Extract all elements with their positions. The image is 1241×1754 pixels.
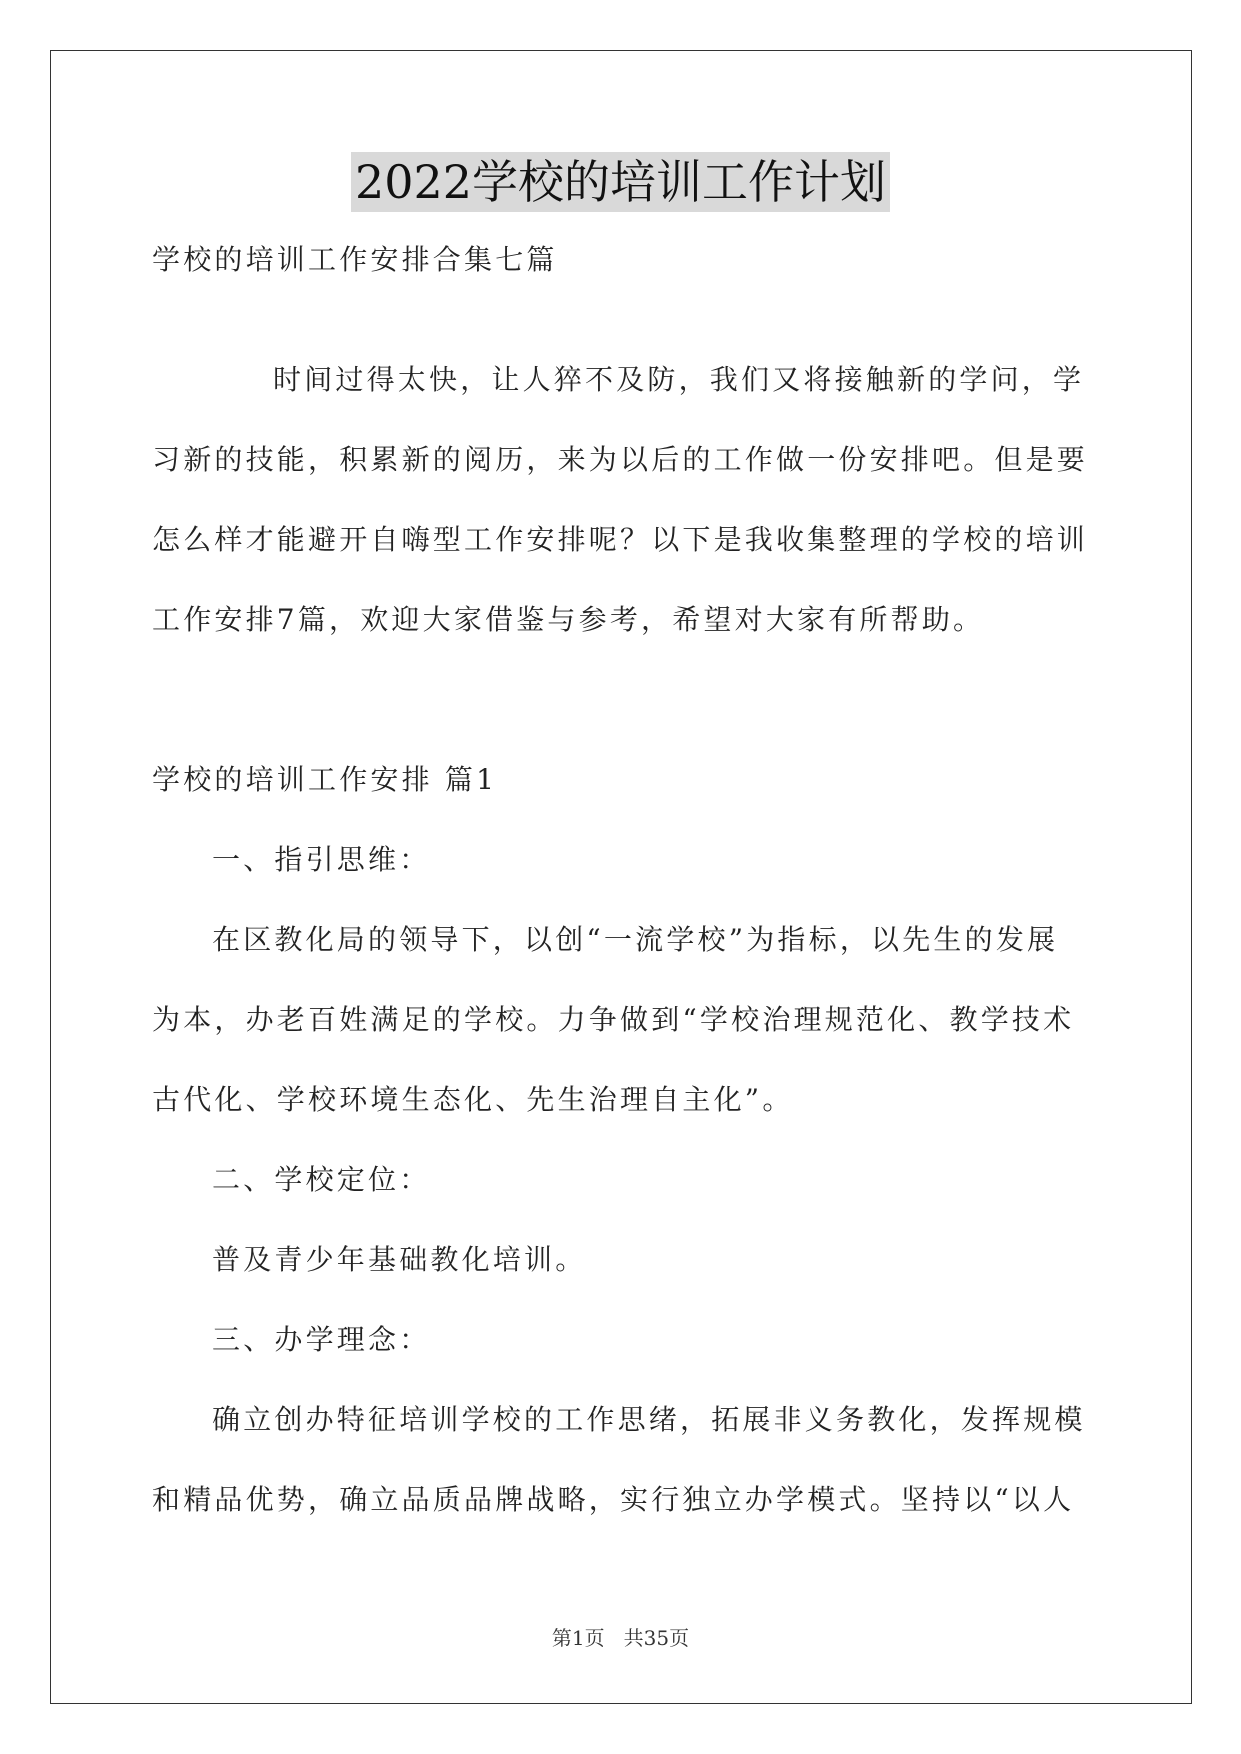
intro-line-4: 工作安排7篇，欢迎大家借鉴与参考，希望对大家有所帮助。: [152, 603, 985, 636]
paragraph-2-line-1: 普及青少年基础教化培训。: [212, 1243, 587, 1276]
item-heading-3: 三、办学理念：: [212, 1323, 431, 1356]
intro-line-2: 习新的技能，积累新的阅历，来为以后的工作做一份安排吧。但是要: [152, 443, 1089, 476]
paragraph-1-line-2: 为本，办老百姓满足的学校。力争做到“学校治理规范化、教学技术: [152, 1003, 1075, 1036]
intro-line-3: 怎么样才能避开自嗨型工作安排呢？以下是我收集整理的学校的培训: [152, 523, 1089, 556]
paragraph-3-line-2: 和精品优势，确立品质品牌战略，实行独立办学模式。坚持以“以人: [152, 1483, 1075, 1516]
item-heading-2: 二、学校定位：: [212, 1163, 431, 1196]
paragraph-3-line-1: 确立创办特征培训学校的工作思绪，拓展非义务教化，发挥规模: [212, 1403, 1086, 1436]
title-container: [0, 152, 1241, 212]
section-heading: 学校的培训工作安排 篇1: [152, 763, 498, 796]
paragraph-1-line-1: 在区教化局的领导下，以创“一流学校”为指标，以先生的发展: [212, 923, 1059, 956]
page-footer: 第1页 共35页: [551, 1626, 690, 1650]
item-heading-1: 一、指引思维：: [212, 843, 431, 876]
subtitle-line: 学校的培训工作安排合集七篇: [152, 243, 558, 276]
paragraph-1-line-3: 古代化、学校环境生态化、先生治理自主化”。: [152, 1083, 794, 1116]
intro-line-1: 时间过得太快，让人猝不及防，我们又将接触新的学问，学: [273, 363, 1085, 396]
document-title: 2022学校的培训工作计划: [351, 152, 890, 212]
